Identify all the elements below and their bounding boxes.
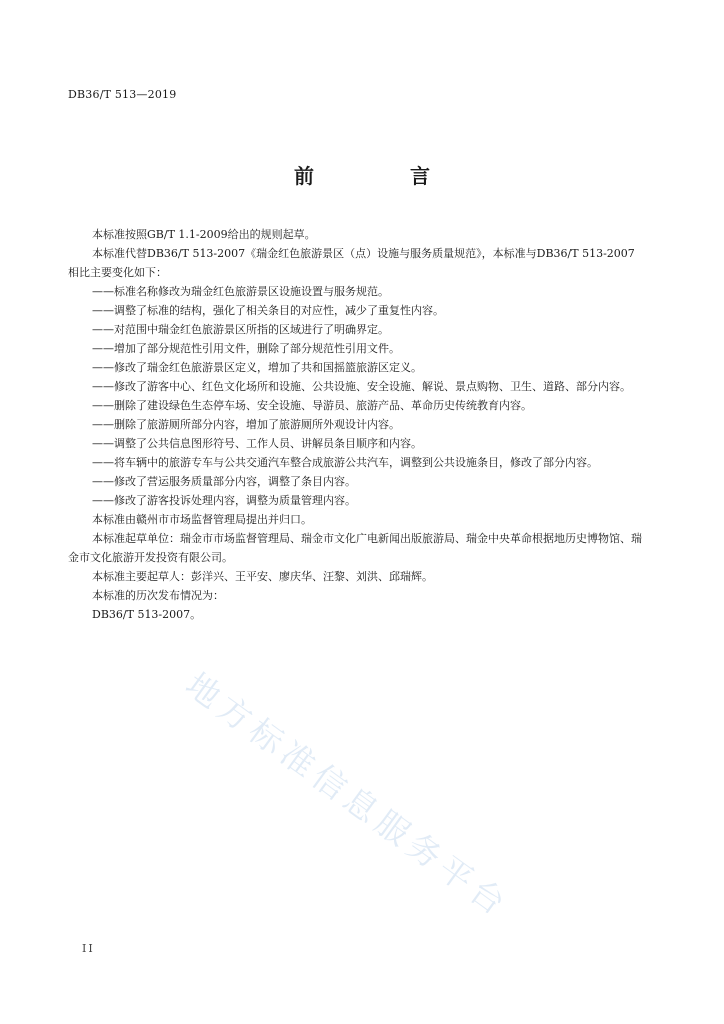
change-item: ——标准名称修改为瑞金红色旅游景区设施设置与服务规范。	[92, 285, 389, 298]
document-body	[68, 225, 642, 624]
page-number: II	[82, 942, 95, 955]
change-item: ——修改了瑞金红色旅游景区定义，增加了共和国摇篮旅游区定义。	[92, 361, 422, 374]
paragraph: 本标准代替DB36/T 513-2007《瑞金红色旅游景区（点）设施与服务质量规范》，本标准与DB36/T 513-2007相比主要变化如下：	[68, 247, 635, 279]
change-item: ——修改了营运服务质量部分内容，调整了条目内容。	[92, 475, 356, 488]
watermark: 地方标准信息服务平台	[178, 664, 517, 926]
change-item: ——修改了游客中心、红色文化场所和设施、公共设施、安全设施、解说、景点购物、卫生、道路、部分内容。	[92, 380, 631, 393]
standard-code: DB36/T 513—2019	[68, 88, 177, 101]
paragraph: 本标准起草单位：瑞金市市场监督管理局、瑞金市文化广电新闻出版旅游局、瑞金中央革命根据地历史博物馆、瑞金市文化旅游开发投资有限公司。	[68, 532, 642, 564]
change-item: ——修改了游客投诉处理内容，调整为质量管理内容。	[92, 494, 356, 507]
paragraph: 本标准按照GB/T 1.1-2009给出的规则起草。	[92, 228, 316, 241]
change-item: ——对范围中瑞金红色旅游景区所指的区域进行了明确界定。	[92, 323, 389, 336]
change-item: ——删除了旅游厕所部分内容，增加了旅游厕所外观设计内容。	[92, 418, 400, 431]
paragraph: 本标准主要起草人：彭洋兴、王平安、廖庆华、汪黎、刘洪、邱瑞辉。	[92, 570, 433, 583]
paragraph: 本标准的历次发布情况为：	[92, 589, 224, 602]
change-item: ——将车辆中的旅游专车与公共交通汽车整合成旅游公共汽车，调整到公共设施条目，修改了部分内容。	[92, 456, 598, 469]
change-item: ——调整了标准的结构，强化了相关条目的对应性，减少了重复性内容。	[92, 304, 444, 317]
change-item: ——删除了建设绿色生态停车场、安全设施、导游员、旅游产品、革命历史传统教育内容。	[92, 399, 532, 412]
change-item: ——调整了公共信息图形符号、工作人员、讲解员条目顺序和内容。	[92, 437, 422, 450]
page-title: 前 言	[294, 164, 468, 188]
change-item: ——增加了部分规范性引用文件，删除了部分规范性引用文件。	[92, 342, 400, 355]
paragraph: DB36/T 513-2007。	[92, 608, 202, 621]
paragraph: 本标准由赣州市市场监督管理局提出并归口。	[92, 513, 312, 526]
